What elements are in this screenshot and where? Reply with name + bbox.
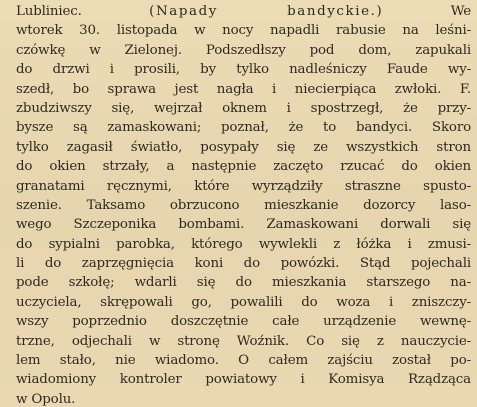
article-line: do sypialni parobka, którego wywlekli z łóżka i zmusi- — [16, 236, 471, 252]
article-line: wszy poprzednio doszczętnie całe urządzenie wewnę- — [16, 314, 471, 330]
article-line: wiadomiony kontroler powiatowy i Komisya Rządząca — [16, 372, 471, 388]
article-line: uczyciela, skrępowali go, powalili do woza i zniszczy- — [16, 294, 471, 310]
article-line: li do zaprzęgnięcia koni do powózki. Stąd pojechali — [16, 256, 471, 272]
article-line: szenie. Taksamo obrzucono mieszkanie dozorcy laso- — [16, 197, 471, 213]
article-line: tylko zagasił światło, posypały się ze wszystkich stron — [16, 139, 471, 155]
article-section-title: (Napady bandyckie.) — [149, 4, 384, 19]
article-line: trzne, odjechali w stronę Woźnik. Co się z nauczycie- — [16, 333, 471, 349]
article-line: pode szkołę; wdarli się do mieszkania starszego na- — [16, 275, 471, 291]
article-line: czówkę w Zielonej. Podszedłszy pod dom, zapukali — [16, 42, 471, 58]
article-line: zbudziwszy się, wejrzał oknem i spostrzegł, że przy- — [16, 100, 471, 116]
article-line: bysze są zamaskowani; poznał, że to bandyci. Skoro — [16, 120, 471, 136]
article-line: szedł, bo sprawa jest nagła i niecierpiąca zwłoki. F. — [16, 81, 471, 97]
article-text — [16, 2, 471, 407]
article-line: granatami ręcznymi, które wyrządziły straszne spusto- — [16, 178, 471, 194]
article-line: do drzwi i prosili, by tylko nadleśniczy Faude wy- — [16, 62, 471, 78]
article-last-line: w Opolu. — [16, 391, 76, 407]
article-line: do okien strzały, a następnie zaczęto rzucać do okien — [16, 159, 471, 175]
article-line: wego Szczeponika bombami. Zamaskowani dorwali się — [16, 217, 471, 233]
article-line: wtorek 30. listopada w nocy napadli rabusie na leśni- — [16, 23, 471, 39]
article-first-word: We — [450, 4, 471, 19]
article-line: lem stało, nie wiadomo. O całem zajściu został po- — [16, 353, 471, 369]
article-headline-line — [16, 2, 471, 21]
article-place: Lubliniec. — [16, 4, 82, 19]
